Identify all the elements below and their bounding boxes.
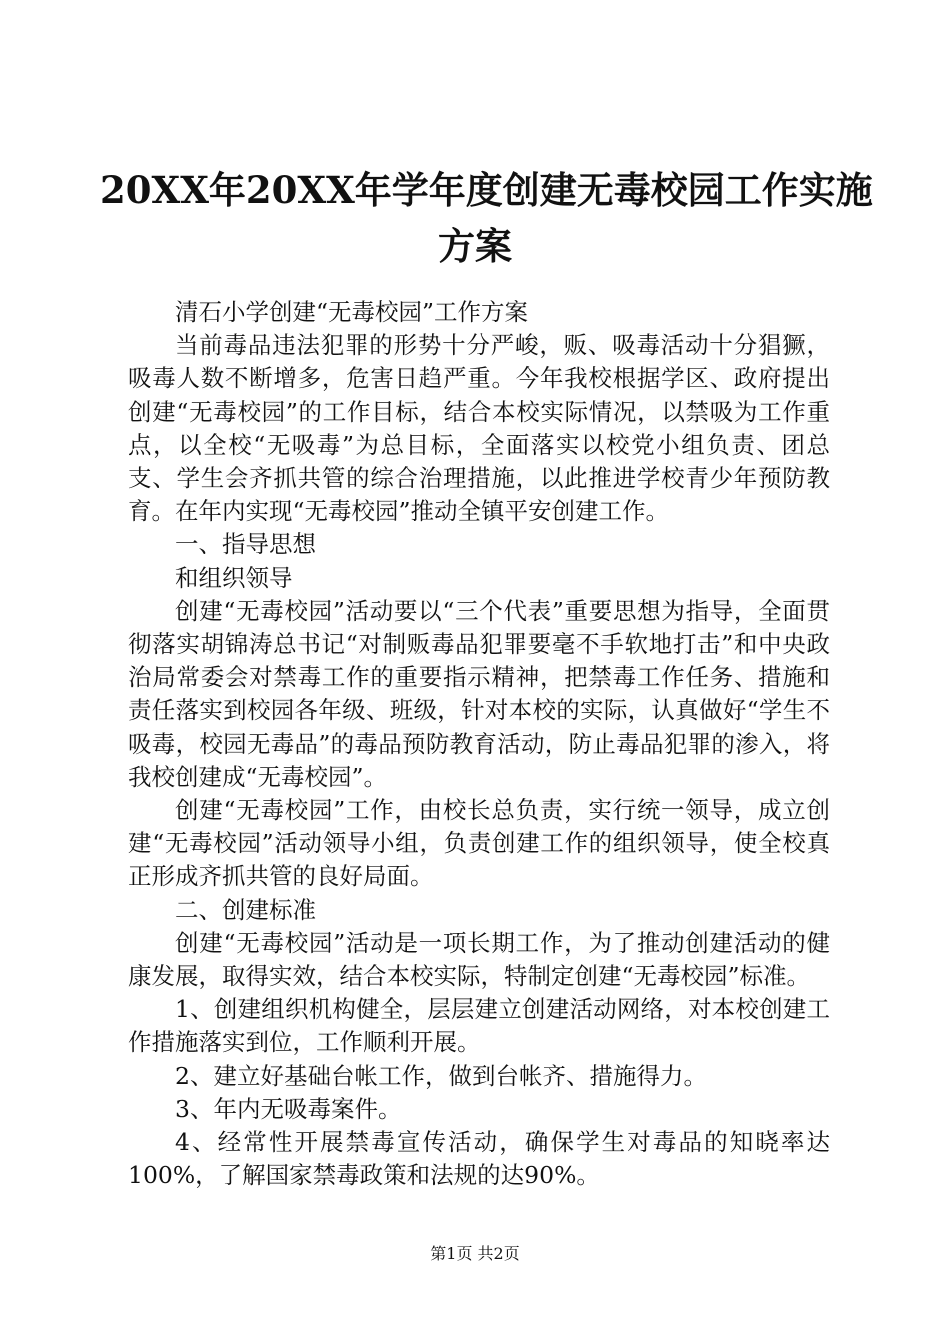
list-item-standard-4: 4、经常性开展禁毒宣传活动，确保学生对毒品的知晓率达100%，了解国家禁毒政策和法规的达90%。 [128,1128,830,1190]
document-title-line-1: 20XX年20XX年学年度创建无毒校园工作实施 [100,168,873,212]
paragraph-intro: 当前毒品违法犯罪的形势十分严峻，贩、吸毒活动十分猖獗，吸毒人数不断增多，危害日趋严重。今年我校根据学区、政府提出创建“无毒校园”的工作目标，结合本校实际情况，以禁吸为工作重点，以全校“无吸毒”为总目标，全面落实以校党小组负责、团总支、学生会齐抓共管的综合治理措施，以此推进学校青少年预防教育。在年内实现“无毒校园”推动全镇平安创建工作。 [128,331,830,526]
list-item-standard-2: 2、建立好基础台帐工作，做到台帐齐、措施得力。 [175,1061,707,1090]
section-heading-guiding-thought: 一、指导思想 [175,530,316,559]
page-footer: 第1页 共2页 [430,1244,520,1263]
list-item-standard-1: 1、创建组织机构健全，层层建立创建活动网络，对本校创建工作措施落实到位，工作顺利开展。 [128,995,830,1057]
paragraph-leadership: 创建“无毒校园”工作，由校长总负责，实行统一领导，成立创建“无毒校园”活动领导小组，负责创建工作的组织领导，使全校真正形成齐抓共管的良好局面。 [128,796,830,891]
section-heading-organization: 和组织领导 [175,563,293,592]
paragraph-guidance: 创建“无毒校园”活动要以“三个代表”重要思想为指导，全面贯彻落实胡锦涛总书记“对制贩毒品犯罪要毫不手软地打击”和中央政治局常委会对禁毒工作的重要指示精神，把禁毒工作任务、措施和责任落实到校园各年级、班级，针对本校的实际，认真做好“学生不吸毒，校园无毒品”的毒品预防教育活动，防止毒品犯罪的渗入，将我校创建成“无毒校园”。 [128,596,830,791]
paragraph-standards-intro: 创建“无毒校园”活动是一项长期工作，为了推动创建活动的健康发展，取得实效，结合本校实际，特制定创建“无毒校园”标准。 [128,928,830,991]
document-title-line-2: 方案 [438,224,512,268]
paragraph-subtitle: 清石小学创建“无毒校园”工作方案 [175,298,529,326]
section-heading-standards: 二、创建标准 [175,895,316,924]
document-body [128,296,830,1192]
list-item-standard-3: 3、年内无吸毒案件。 [175,1094,402,1123]
